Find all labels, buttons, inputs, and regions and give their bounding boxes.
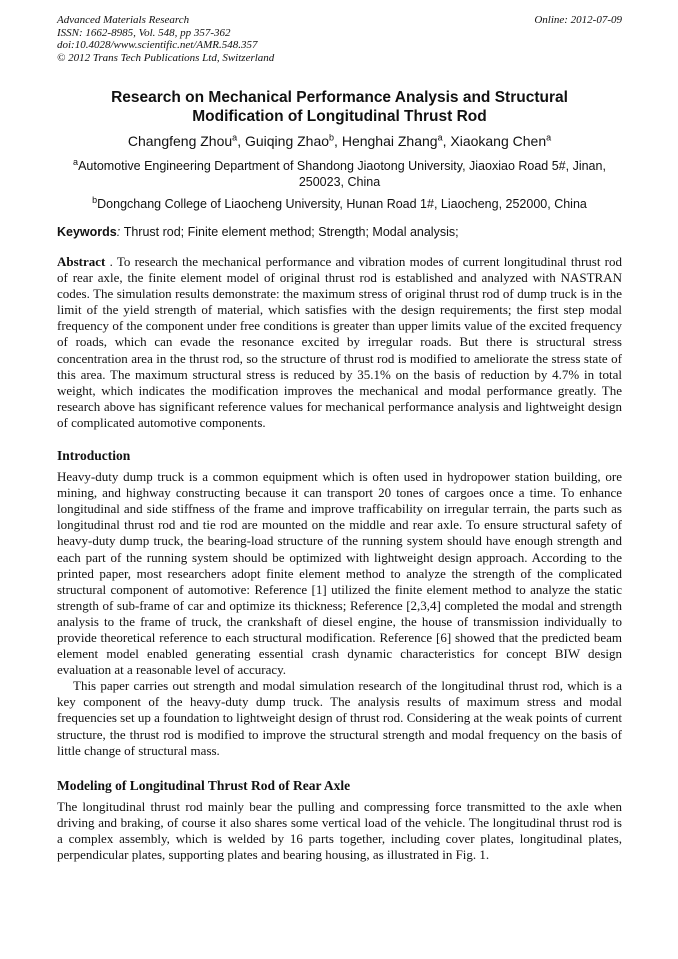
author-affiliation-mark: b	[329, 132, 335, 143]
journal-copyright: © 2012 Trans Tech Publications Ltd, Switzerland	[57, 51, 275, 64]
author-separator: ,	[442, 133, 451, 149]
section-heading-introduction: Introduction	[57, 448, 131, 464]
abstract-paragraph	[57, 254, 622, 431]
author	[245, 133, 342, 149]
affiliation-text: Automotive Engineering Department of Shandong Jiaotong University, Jiaoxiao Road 5#, Jinan, 250023, China	[78, 159, 606, 189]
affiliation-text: Dongchang College of Liaocheng University, Hunan Road 1#, Liaocheng, 252000, China	[97, 197, 587, 211]
abstract-separator: .	[105, 254, 117, 269]
author-affiliation-mark: a	[232, 132, 238, 143]
author-name: Xiaokang Chen	[450, 133, 547, 149]
introduction-paragraph-1: Heavy-duty dump truck is a common equipment which is often used in hydropower station building, ore mining, and highway constructing because it can transport 20 tones of cargoes once a time. To enhance longitudinal and side stiffness of the frame and improve trafficability on irregular terrain, the parts such as longitudinal thrust rod and tie rod are mounted on the middle and rear axle. To ensure structural safety of heavy-duty dump truck, the bearing-load structure of the running system should have enough strength and each part of the running system should be optimized with lightweight design approach. According to the printed paper, most researchers adopt finite element method to analyze the strength of the complicated structural component of automotive: Reference [1] utilized the finite element method to analyze the static strength of sub-frame of car and optimize its thickness; Reference [2,3,4] completed the modal and strength analysis to the frame of truck, the crankshaft of diesel engine, the house of transmission individually to provide theoretical reference to each structural modification. Reference [6] showed that the predicted beam element model enabled generating essential crash dynamic characteristics for concept BIW design evaluation at a reasonable level of accuracy.	[57, 469, 622, 678]
author-name: Henghai Zhang	[341, 133, 438, 149]
author-affiliation-mark: a	[437, 132, 443, 143]
journal-name: Advanced Materials Research	[57, 14, 190, 26]
author-name: Guiqing Zhao	[244, 133, 330, 149]
journal-issn-volume: ISSN: 1662-8985, Vol. 548, pp 357-362	[57, 26, 231, 39]
journal-info-block	[57, 14, 274, 64]
author-separator: ,	[237, 133, 245, 149]
author	[342, 133, 451, 149]
affiliation-mark: b	[92, 194, 98, 205]
abstract-text: To research the mechanical performance and vibration modes of current longitudinal thrust rod of rear axle, the finite element model of original thrust rod is established and analyzed with NASTRAN codes. The simulation results demonstrate: the maximum stress of original thrust rod of dump truck is in the limit of the yield strength of material, which satisfies with the design requirements; the first step modal frequency of the component under free conditions is greater than upper limits value of the excited frequency of roads, which can evade the resonance excited by irregular roads. But there is structural stress concentration area in the thrust rod, so the structure of thrust rod is modified to ameliorate the stress state of this area. The maximum structural stress is reduced by 35.1% on the basis of reduction by 4.7% in total weight, which indicates the modification improves the mechanical and modal performance greatly. The research above has significant reference values for mechanical performance analysis and lightweight design of complicated automotive components.	[57, 254, 622, 430]
journal-doi: doi:10.4028/www.scientific.net/AMR.548.357	[57, 39, 258, 51]
author	[450, 133, 551, 149]
author-name: Changfeng Zhou	[127, 133, 233, 149]
introduction-paragraph-2: This paper carries out strength and modal simulation research of the longitudinal thrust rod, which is a key component of the heavy-duty dump truck. The analysis results of maximum stress and modal frequencies set up a foundation to lightweight design of thrust rod. Considering at the weak points of current structure, the thrust rod is modified to improve the structural strength and modal frequency on the basis of little change of structural mass.	[57, 678, 622, 758]
affiliation-mark: a	[73, 156, 79, 167]
author-separator: ,	[334, 133, 342, 149]
author	[128, 133, 245, 149]
keywords-text: Thrust rod; Finite element method; Strength; Modal analysis;	[123, 225, 459, 239]
affiliation-a	[57, 158, 622, 190]
keywords-line	[57, 224, 622, 240]
affiliation-b	[57, 196, 622, 212]
author-affiliation-mark: a	[546, 132, 552, 143]
keywords-label: Keywords	[57, 225, 117, 239]
authors-line	[57, 132, 622, 150]
abstract-label: Abstract	[57, 254, 106, 269]
keywords-colon: :	[116, 225, 124, 239]
section-heading-modeling: Modeling of Longitudinal Thrust Rod of Rear Axle	[57, 777, 351, 793]
paper-title: Research on Mechanical Performance Analysis and Structural Modification of Longitudinal Thrust Rod	[111, 89, 568, 125]
journal-header	[57, 14, 622, 64]
modeling-paragraph-1: The longitudinal thrust rod mainly bear the pulling and compressing force transmitted to the axle when driving and braking, of course it also shares some vertical load of the vehicle. The longitudinal thrust rod is a complex assembly, which is welded by 16 parts together, including cover plates, longitudinal plates, perpendicular plates, supporting plates and bearing housing, as illustrated in Fig. 1.	[57, 798, 622, 862]
online-date: Online: 2012-07-09	[534, 14, 622, 26]
